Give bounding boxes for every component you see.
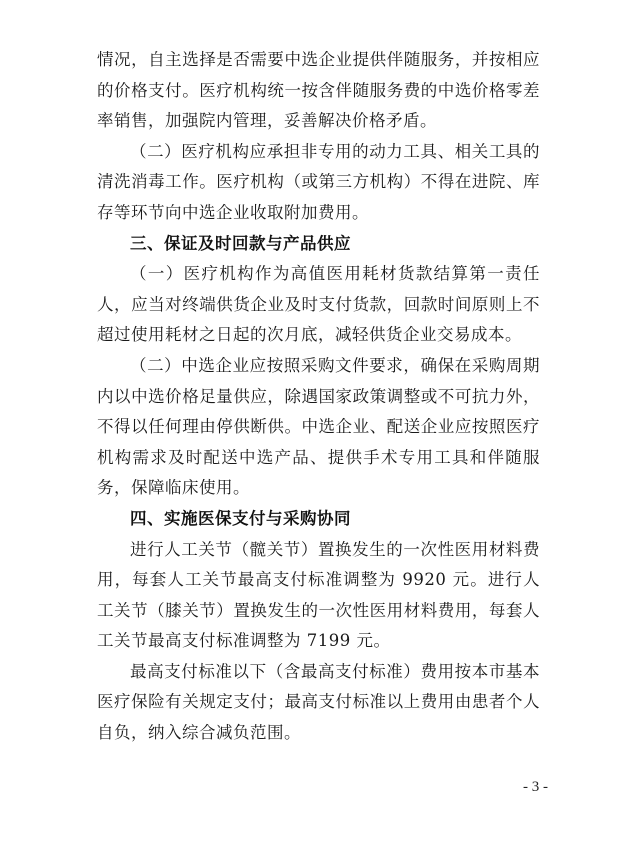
paragraph-5: 进行人工关节（髋关节）置换发生的一次性医用材料费用，每套人工关节最高支付标准调整为 9920 元。进行人工关节（膝关节）置换发生的一次性医用材料费用，每套人工关节最高支付标准调整为 7199 元。 [97, 539, 540, 651]
paragraph-3: （一）医疗机构作为高值医用耗材货款结算第一责任人，应当对终端供货企业及时支付货款，回款时间原则上不超过使用耗材之日起的次月底，减轻供货企业交易成本。 [97, 264, 540, 345]
document-body [97, 45, 540, 749]
page-number: - 3 - [523, 779, 548, 795]
paragraph-6: 最高支付标准以下（含最高支付标准）费用按本市基本医疗保险有关规定支付；最高支付标准以上费用由患者个人自负，纳入综合减负范围。 [97, 661, 540, 743]
section-heading-3: 三、保证及时回款与产品供应 [130, 233, 351, 253]
paragraph-4: （二）中选企业应按照采购文件要求，确保在采购周期内以中选价格足量供应，除遇国家政策调整或不可抗力外，不得以任何理由停供断供。中选企业、配送企业应按照医疗机构需求及时配送中选产品、提供手术专用工具和伴随服务，保障临床使用。 [97, 355, 540, 498]
section-heading-4: 四、实施医保支付与采购协同 [130, 508, 351, 528]
paragraph-2: （二）医疗机构应承担非专用的动力工具、相关工具的清洗消毒工作。医疗机构（或第三方机构）不得在进院、库存等环节向中选企业收取附加费用。 [97, 141, 540, 222]
paragraph-1: 情况，自主选择是否需要中选企业提供伴随服务，并按相应的价格支付。医疗机构统一按含伴随服务费的中选价格零差率销售，加强院内管理，妥善解决价格矛盾。 [97, 50, 540, 131]
